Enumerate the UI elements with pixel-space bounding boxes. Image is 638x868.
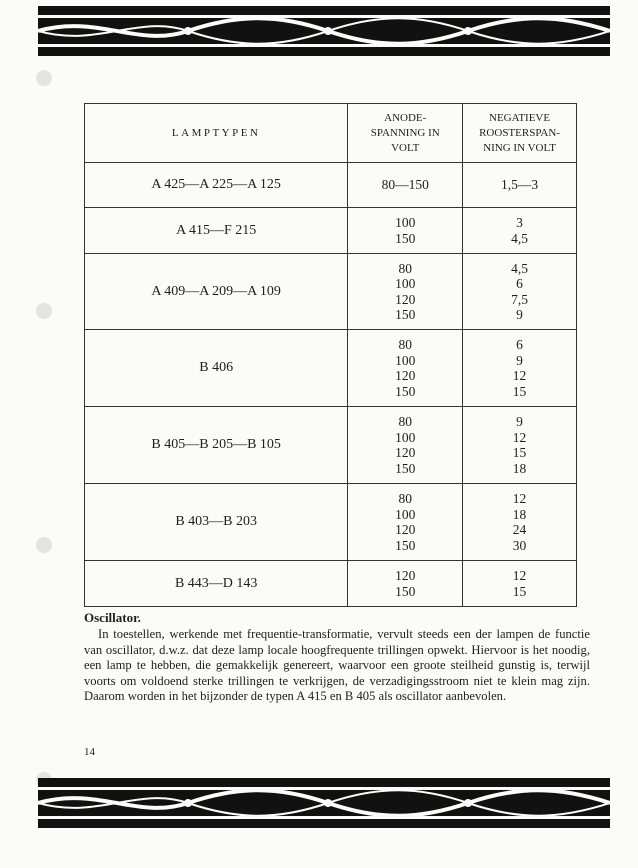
body-paragraph: In toestellen, werkende met frequentie-transformatie, vervult steeds een der lampen de functie van oscillator, d.w.z. dat deze lamp locale hoogfrequente trillingen opwekt. Hiervoor is het noodig, een lamp te hebben, die gemakkelijk genereert, waarvoor een groote steilheid gunstig is, terwijl voorts om voldoend sterke trillingen te verkrijgen, de verzadigingsstroom niet te klein mag zijn. Daarom worden in het bijzonder de typen A 415 en B 405 als oscillator aanbevolen. [84, 627, 590, 704]
table-row [85, 330, 577, 407]
decorative-border-top [38, 6, 610, 56]
anode-value: 80 [398, 491, 412, 506]
grid-value: 1,5—3 [500, 177, 539, 193]
grid-cell [463, 561, 577, 607]
grid-value: 9 [516, 352, 523, 368]
anode-value: 150 [395, 583, 416, 599]
table-header-row [85, 104, 577, 163]
grid-value: 6 [516, 276, 523, 291]
anode-cell [348, 407, 463, 484]
anode-cell [348, 254, 463, 330]
lamp-type-cell: A 425—A 225—A 125 [85, 163, 348, 208]
anode-value: 120 [395, 522, 416, 537]
lamp-voltage-table [84, 103, 577, 607]
grid-value: 30 [512, 537, 527, 553]
grid-value: 3 [516, 215, 523, 230]
anode-value: 150 [395, 537, 416, 553]
table-row [85, 561, 577, 607]
grid-cell [463, 407, 577, 484]
binder-hole [36, 303, 52, 319]
table-row [85, 407, 577, 484]
lamp-type-cell: B 403—B 203 [85, 484, 348, 561]
grid-cell [463, 208, 577, 254]
anode-cell [348, 330, 463, 407]
grid-value: 7,5 [511, 291, 528, 307]
anode-value: 150 [395, 460, 416, 476]
grid-value: 9 [516, 414, 523, 429]
table-row [85, 208, 577, 254]
grid-cell [463, 254, 577, 330]
anode-value: 100 [395, 352, 416, 368]
grid-value: 6 [516, 337, 523, 352]
header-line: VOLT [391, 141, 420, 154]
grid-value: 15 [512, 383, 527, 399]
anode-value: 120 [395, 368, 416, 383]
anode-value: 80 [398, 260, 412, 276]
grid-cell [463, 163, 577, 208]
grid-value: 24 [512, 522, 527, 537]
grid-value: 15 [512, 583, 527, 599]
decorative-border-bottom [38, 778, 610, 828]
table-row [85, 254, 577, 330]
table-row [85, 163, 577, 208]
section-title: Oscillator. [84, 610, 141, 625]
grid-value: 12 [512, 568, 527, 583]
anode-value: 100 [395, 276, 416, 291]
anode-value: 100 [395, 506, 416, 522]
anode-value: 120 [395, 291, 416, 307]
grid-value: 9 [516, 307, 523, 322]
lamp-type-cell: B 406 [85, 330, 348, 407]
lamp-type-cell: B 405—B 205—B 105 [85, 407, 348, 484]
anode-value: 100 [395, 429, 416, 445]
grid-value: 4,5 [511, 260, 528, 276]
anode-value: 120 [395, 445, 416, 460]
header-grid-voltage [463, 104, 577, 163]
grid-value: 12 [512, 429, 527, 445]
anode-value: 150 [395, 230, 416, 246]
grid-cell [463, 330, 577, 407]
anode-value: 80 [398, 337, 412, 352]
grid-value: 18 [512, 460, 527, 476]
anode-value: 80—150 [381, 177, 429, 193]
lamp-type-cell: B 443—D 143 [85, 561, 348, 607]
header-line: NEGATIEVE [489, 111, 551, 124]
header-anode-voltage [348, 104, 463, 163]
anode-value: 150 [395, 307, 416, 322]
binder-hole [36, 70, 52, 86]
grid-value: 12 [512, 491, 527, 506]
grid-value: 15 [512, 445, 527, 460]
anode-value: 150 [395, 383, 416, 399]
header-line: NING IN VOLT [483, 141, 556, 154]
binder-hole [36, 537, 52, 553]
grid-cell [463, 484, 577, 561]
header-line: SPANNING IN [370, 126, 440, 139]
anode-value: 100 [395, 215, 416, 230]
anode-value: 80 [398, 414, 412, 429]
header-line: ROOSTERSPAN- [479, 126, 560, 139]
table-row [85, 484, 577, 561]
header-line: ANODE- [384, 111, 427, 124]
grid-value: 4,5 [511, 230, 528, 246]
page-number: 14 [84, 746, 95, 758]
grid-value: 18 [512, 506, 527, 522]
anode-cell [348, 163, 463, 208]
grid-value: 12 [512, 368, 527, 383]
lamp-type-cell: A 409—A 209—A 109 [85, 254, 348, 330]
anode-cell [348, 561, 463, 607]
anode-cell [348, 208, 463, 254]
lamp-type-cell: A 415—F 215 [85, 208, 348, 254]
header-lamptypen: LAMPTYPEN [85, 104, 348, 163]
anode-cell [348, 484, 463, 561]
anode-value: 120 [395, 568, 416, 583]
